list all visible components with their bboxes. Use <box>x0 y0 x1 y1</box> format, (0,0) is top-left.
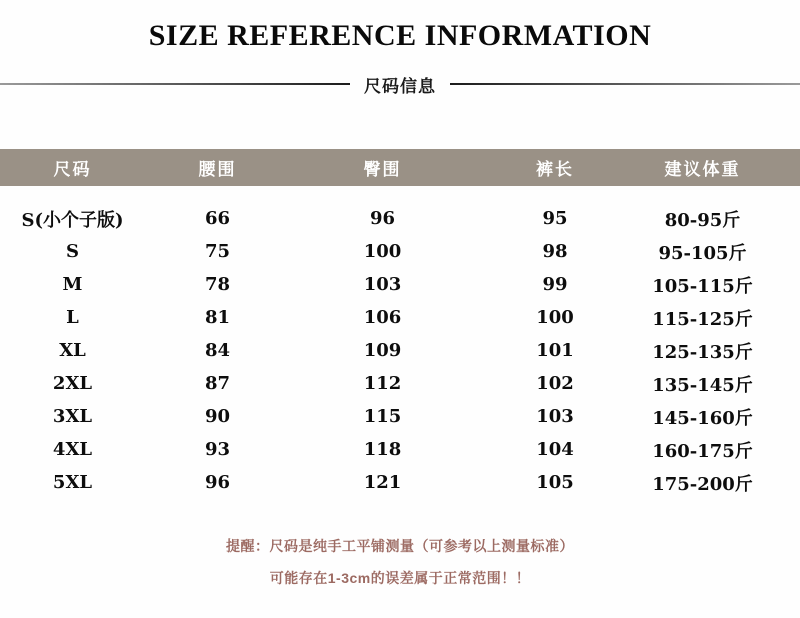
divider-line-left <box>0 83 350 85</box>
cell-hip: 118 <box>363 439 402 460</box>
cell-pants-length: 101 <box>536 340 574 361</box>
cell-weight: 80-95斤 <box>664 209 741 231</box>
cell-pants-length: 104 <box>536 439 574 460</box>
header-cell-waist: 腰围 <box>198 160 237 179</box>
cell-pants-length: 99 <box>542 274 568 295</box>
cell-waist: 84 <box>204 340 231 361</box>
cell-pants-length: 105 <box>536 472 574 493</box>
cell-hip: 106 <box>363 307 402 328</box>
table-row <box>0 367 800 400</box>
notes-block <box>0 530 800 594</box>
divider-line-right <box>450 83 800 85</box>
table-row <box>0 268 800 301</box>
table-row <box>0 400 800 433</box>
table-row <box>0 433 800 466</box>
header-cell-hip: 臀围 <box>363 160 402 179</box>
size-chart-page <box>0 18 800 618</box>
cell-size: L <box>66 307 79 328</box>
cell-size: 2XL <box>52 373 93 394</box>
cell-pants-length: 95 <box>542 208 568 229</box>
table-row <box>0 334 800 367</box>
cell-size: S(小个子版) <box>21 209 124 231</box>
note-line-1: 提醒：尺码是纯手工平铺测量（可参考以上测量标准） <box>226 538 574 554</box>
cell-weight: 160-175斤 <box>652 440 753 462</box>
cell-size: XL <box>59 340 86 361</box>
cell-waist: 81 <box>204 307 231 328</box>
cell-size: S <box>66 241 79 262</box>
table-header-row <box>0 149 800 186</box>
cell-hip: 109 <box>363 340 402 361</box>
cell-waist: 96 <box>204 472 231 493</box>
cell-hip: 103 <box>363 274 402 295</box>
cell-pants-length: 102 <box>536 373 574 394</box>
page-title: SIZE REFERENCE INFORMATION <box>148 19 652 52</box>
table-row <box>0 466 800 499</box>
header-cell-weight: 建议体重 <box>664 160 741 179</box>
table-row <box>0 235 800 268</box>
cell-hip: 100 <box>363 241 402 262</box>
cell-hip: 112 <box>363 373 402 394</box>
cell-waist: 90 <box>204 406 231 427</box>
cell-pants-length: 100 <box>536 307 574 328</box>
cell-pants-length: 98 <box>542 241 568 262</box>
cell-weight: 175-200斤 <box>652 473 753 495</box>
cell-size: M <box>62 274 83 295</box>
cell-hip: 115 <box>363 406 402 427</box>
cell-waist: 66 <box>204 208 231 229</box>
cell-weight: 105-115斤 <box>652 275 753 297</box>
cell-hip: 96 <box>369 208 396 229</box>
size-table-body <box>0 202 800 499</box>
cell-waist: 87 <box>204 373 231 394</box>
cell-weight: 135-145斤 <box>652 374 753 396</box>
subtitle-label: 尺码信息 <box>364 76 436 96</box>
cell-pants-length: 103 <box>536 406 574 427</box>
cell-weight: 145-160斤 <box>652 407 753 429</box>
cell-weight: 95-105斤 <box>658 242 747 264</box>
cell-weight: 115-125斤 <box>652 308 753 330</box>
cell-waist: 78 <box>204 274 231 295</box>
subtitle-divider <box>0 72 800 96</box>
cell-size: 4XL <box>52 439 93 460</box>
table-row <box>0 202 800 235</box>
cell-size: 5XL <box>52 472 93 493</box>
cell-waist: 75 <box>204 241 231 262</box>
cell-waist: 93 <box>204 439 231 460</box>
cell-hip: 121 <box>363 472 402 493</box>
header-cell-pants-length: 裤长 <box>536 160 574 179</box>
cell-weight: 125-135斤 <box>652 341 753 363</box>
cell-size: 3XL <box>52 406 93 427</box>
size-table <box>0 149 800 499</box>
note-line-2: 可能存在1-3cm的误差属于正常范围！！ <box>269 570 531 586</box>
header-cell-size: 尺码 <box>53 160 92 179</box>
table-row <box>0 301 800 334</box>
